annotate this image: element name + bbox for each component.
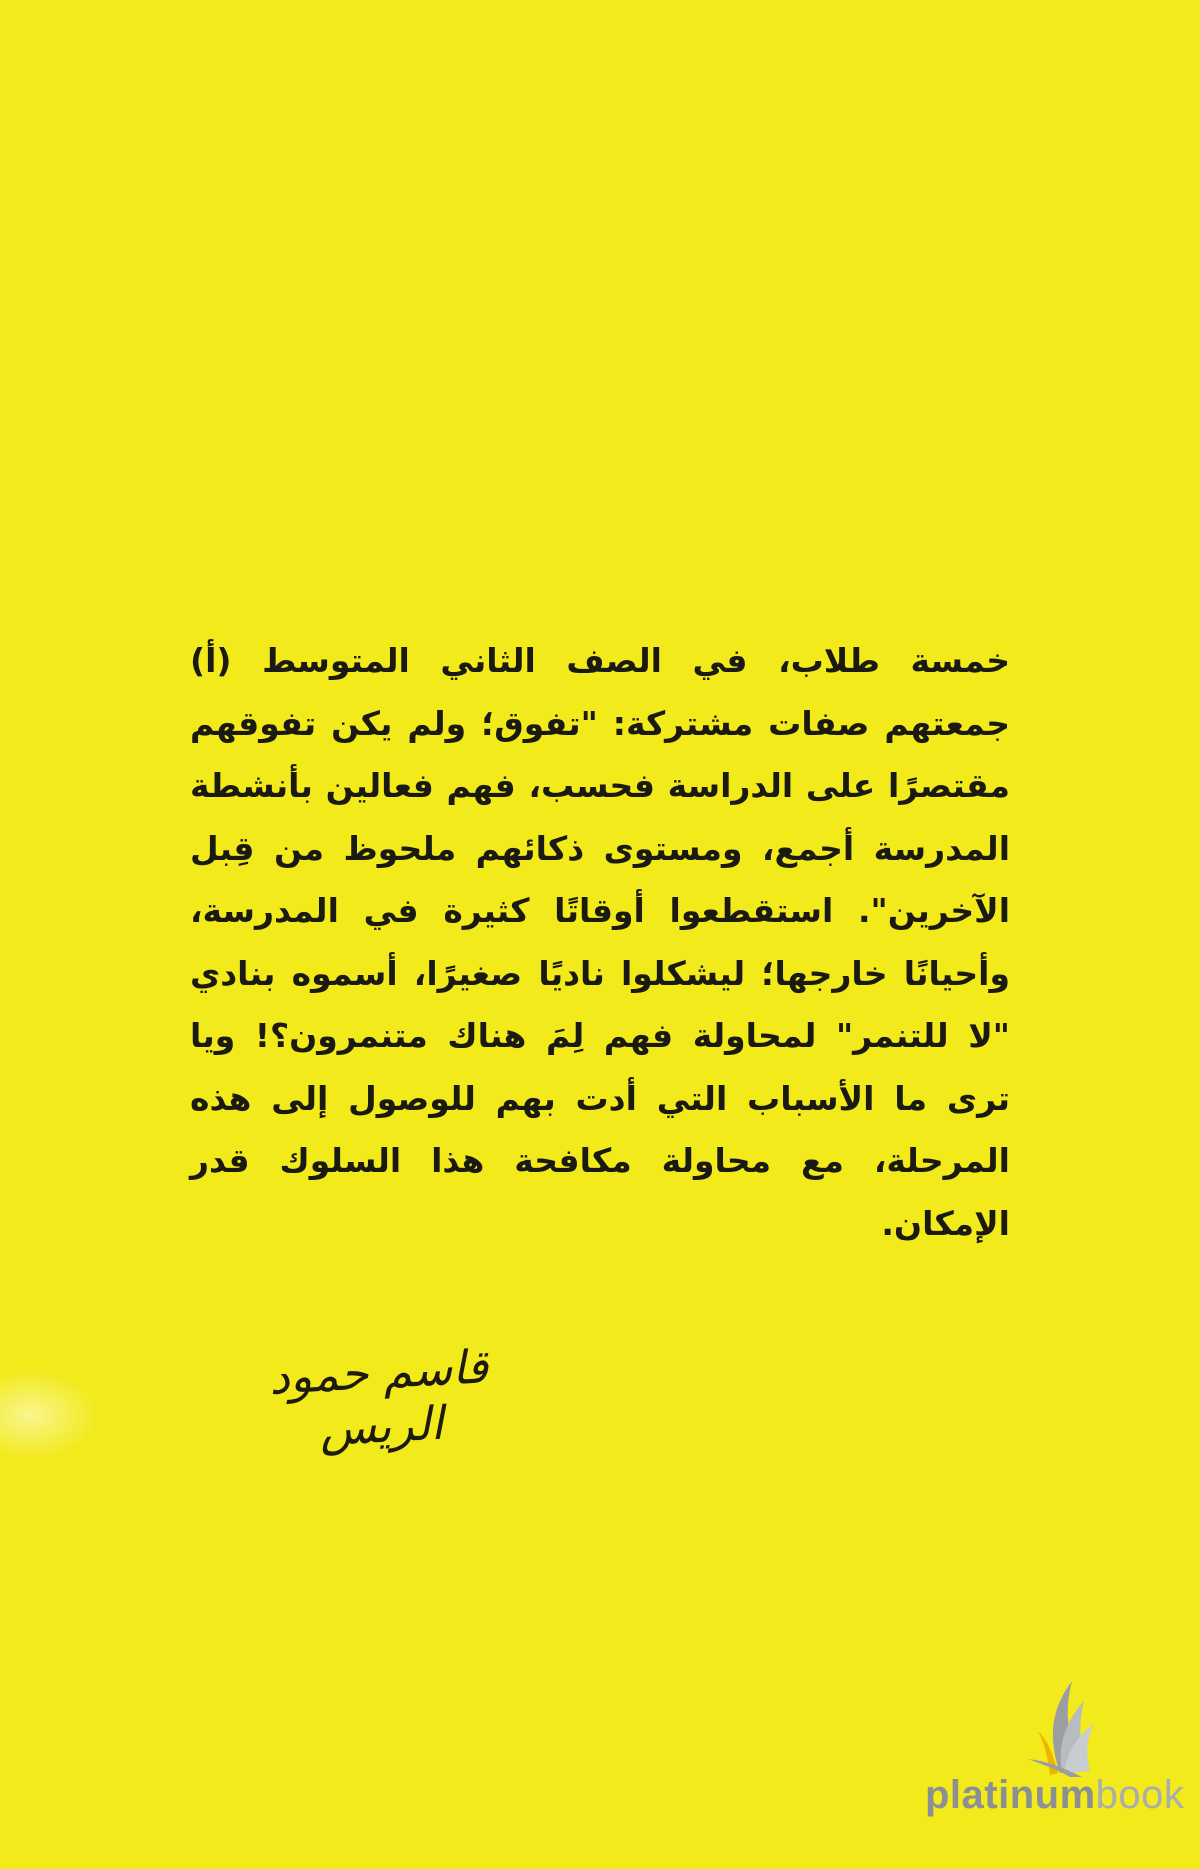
wordmark-light-part: book [1095, 1773, 1185, 1817]
author-signature: قاسم حمود الريس [267, 1339, 490, 1457]
book-blurb: خمسة طلاب، في الصف الثاني المتوسط (أ) جمعتهم صفات مشتركة: "تفوق؛ ولم يكن تفوقهم مقتصرًا على الدراسة فحسب، فهم فعالين بأنشطة المدرسة أجمع، ومستوى ذكائهم ملحوظ من قِبل الآخرين". استقطعوا أوقاتًا كثيرة في المدرسة، وأحيانًا خارجها؛ ليشكلوا ناديًا صغيرًا، أسموه بنادي "لا للتنمر" لمحاولة فهم لِمَ هناك متنمرون؟! ويا ترى ما الأسباب التي أدت بهم للوصول إلى هذه المرحلة، مع محاولة مكافحة هذا السلوك قدر الإمكان. [190, 641, 1010, 1243]
publisher-logo [925, 1665, 1190, 1825]
publisher-wordmark [925, 1773, 1184, 1818]
wordmark-bold-part: platinum [925, 1773, 1096, 1817]
light-glow-decoration [0, 1370, 100, 1460]
book-wings-icon [1020, 1673, 1100, 1778]
